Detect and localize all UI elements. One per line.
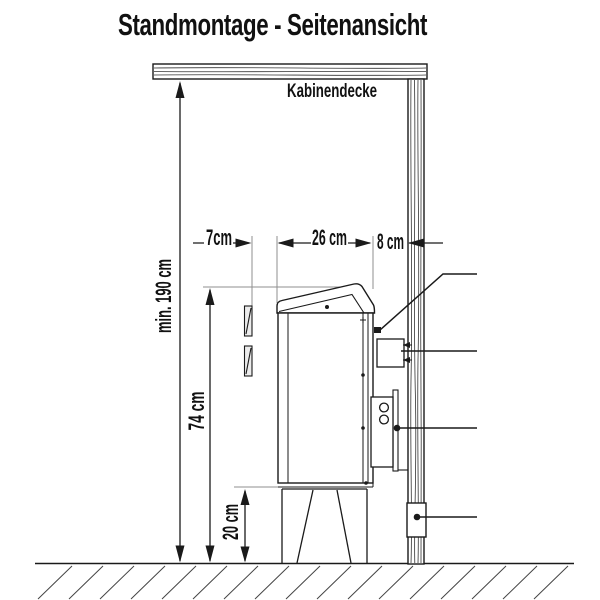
- ground: [35, 564, 574, 600]
- wall-post-outline: [408, 79, 424, 564]
- ceiling: [153, 64, 427, 79]
- leader-control: [394, 425, 477, 432]
- heater: [277, 284, 381, 487]
- control-box: [371, 390, 408, 471]
- heater-body: [278, 313, 373, 483]
- hanging-clip: [374, 327, 381, 333]
- wall-vents: [245, 306, 253, 376]
- dim-20cm-label: 20 cm: [218, 477, 243, 540]
- dim-8cm-label: 8 cm: [377, 229, 404, 254]
- dim-min190-label: min. 190 cm: [151, 207, 176, 333]
- page-title: Standmontage - Seitenansicht: [118, 7, 428, 42]
- leader-clip: [380, 274, 477, 330]
- label-backplates: [204, 227, 404, 250]
- stand-right-inner: [337, 490, 351, 563]
- heater-stand: [282, 489, 367, 563]
- dimension-lines-vertical: [176, 81, 250, 563]
- bracket-plate: [377, 339, 404, 367]
- mounting-bracket: [377, 339, 412, 367]
- control-knob-upper: [380, 403, 389, 412]
- ground-hatching: [38, 566, 568, 599]
- wall-post: [408, 79, 424, 564]
- control-knob-lower: [380, 415, 389, 424]
- dim-7-arrow: [236, 239, 252, 248]
- dim-74cm-label: 74 cm: [184, 368, 209, 431]
- ceiling-label: Kabinendecke: [287, 81, 377, 102]
- dim-26cm-label: 26 cm: [312, 225, 347, 250]
- stand-left-inner: [297, 490, 313, 563]
- dim-7cm-label: 7cm: [206, 225, 232, 250]
